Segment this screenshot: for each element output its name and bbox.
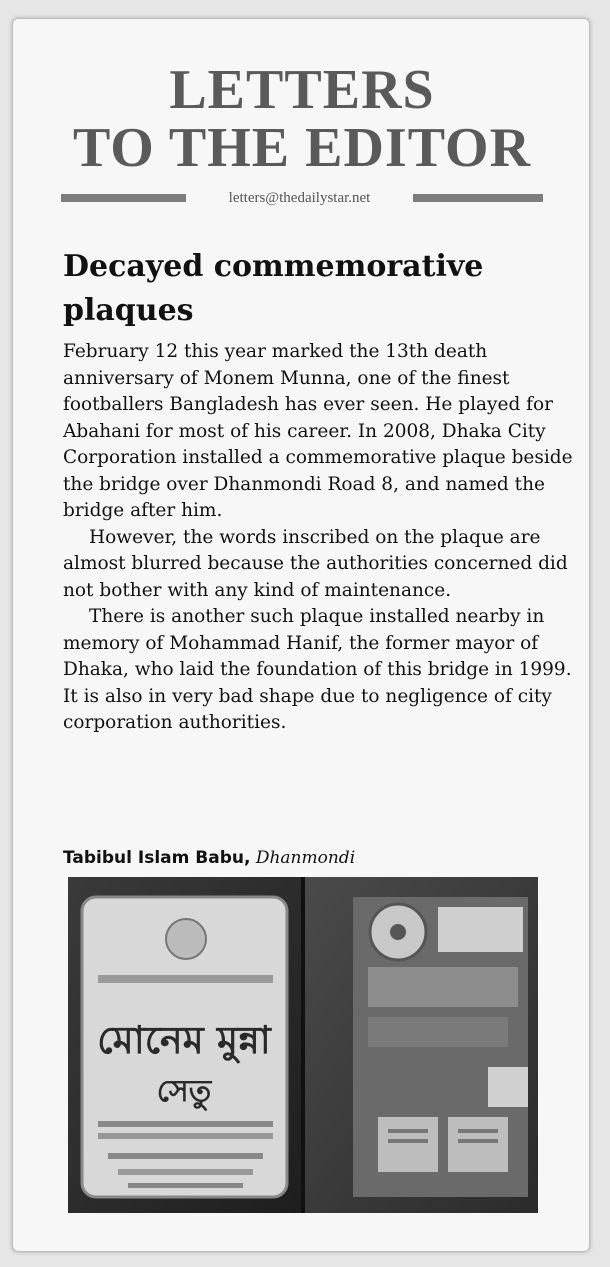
letter-byline — [63, 845, 563, 871]
letter-paragraph: There is another such plaque installed nearby in memory of Mohammad Hanif, the former mayor of Dhaka, who laid the foundation of this bridge in 1999. It is also in very bad shape due to negligence of city corporation authorities. — [63, 606, 572, 733]
letter-paragraph: However, the words inscribed on the plaque are almost blurred because the authorities concerned did not bother with any kind of maintenance. — [63, 526, 568, 601]
plaque-photos — [68, 877, 538, 1213]
letter-headline: Decayed commemorative plaques — [63, 249, 484, 328]
letters-card — [12, 18, 590, 1252]
masthead-line-1: LETTERS — [169, 59, 435, 121]
right-rule — [413, 194, 543, 202]
plaque-main-text: মোনেম মুন্না — [97, 1018, 271, 1062]
left-rule — [61, 194, 186, 202]
author-name: Tabibul Islam Babu, — [63, 848, 251, 868]
plaque-sub-text: সেতু — [156, 1074, 212, 1109]
section-masthead — [13, 61, 591, 177]
letter-paragraph: February 12 this year marked the 13th death anniversary of Monem Munna, one of the finest footballers Bangladesh has ever seen. He played for Abahani for most of his career. In 2008, Dhaka City Corporation installed a commemorative plaque beside the bridge over Dhanmondi Road 8, and named the bridge after him. — [63, 341, 573, 521]
email-rule-row — [61, 187, 543, 209]
plaque-emblem — [166, 919, 206, 959]
letter-body — [63, 339, 573, 737]
author-location: Dhanmondi — [255, 848, 356, 868]
plaque-photo-svg — [68, 877, 538, 1213]
editor-email[interactable]: letters@thedailystar.net — [228, 190, 371, 206]
masthead-line-2: TO THE EDITOR — [72, 117, 532, 179]
